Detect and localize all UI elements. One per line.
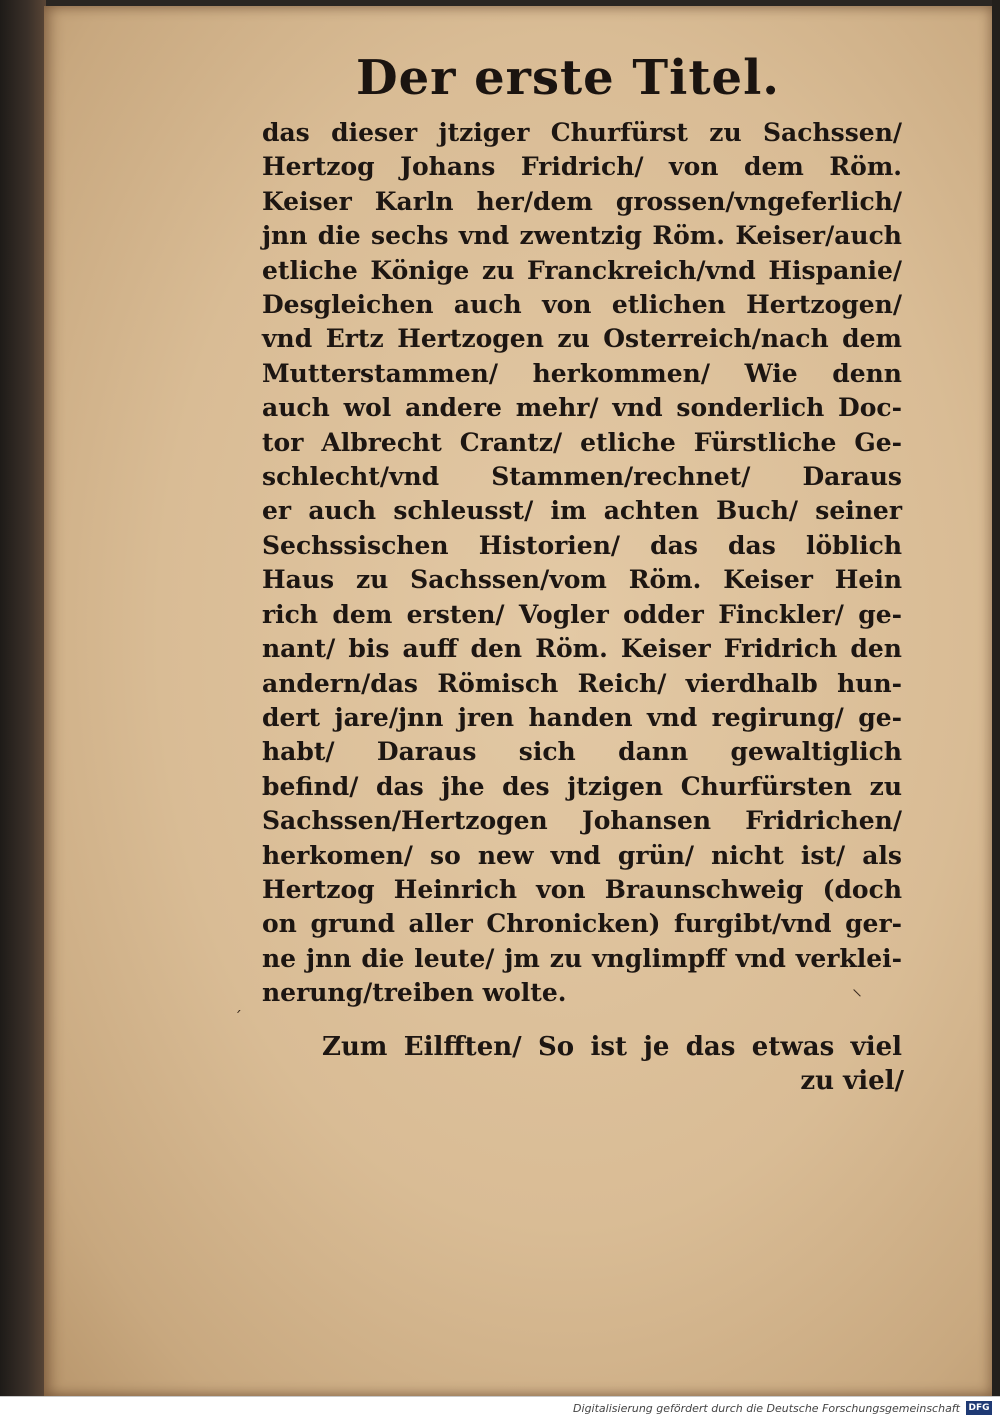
scan-edge-right [992,0,1000,1396]
text-line: nerung/treiben wolte. [262,978,567,1008]
text-line: befind/ das jhe des jtzigen Churfürsten zu [262,771,902,801]
text-line: dert jare/jnn jren handen vnd regirung/ ge- [262,702,902,732]
text-line: nant/ bis auff den Röm. Keiser Fridrich den [262,634,902,664]
text-line: vnd Ertz Hertzogen zu Osterreich/nach dem [262,324,902,354]
text-line: Hertzog Johans Fridrich/ von dem Röm. [262,152,902,182]
ink-mark: ˊ [234,1008,242,1027]
text-line: Desgleichen auch von etlichen Hertzogen/ [262,290,902,320]
text-line: andern/das Römisch Reich/ vierdhalb hun- [262,668,902,698]
footer-credit: Digitalisierung gefördert durch die Deutsche Forschungsgemeinschaft [573,1402,960,1415]
text-line: er auch schleusst/ im achten Buch/ seiner [262,496,902,526]
running-head: Der erste Titel. [355,50,781,106]
text-line: jnn die sechs vnd zwentzig Röm. Keiser/auch [262,221,902,251]
dfg-logo-icon[interactable]: DFG [966,1401,992,1415]
text-line: herkomen/ so new vnd grün/ nicht ist/ als [262,840,902,870]
text-line: das dieser jtziger Churfürst zu Sachssen/ [262,118,902,147]
digitization-footer [0,1396,1000,1421]
text-line: schlecht/vnd Stammen/rechnet/ Daraus [262,462,902,492]
text-line: Haus zu Sachssen/vom Röm. Keiser Hein [262,565,902,595]
catchword: zu viel/ [800,1066,904,1096]
main-text-block [262,116,902,1011]
text-line: ne jnn die leute/ jm zu vnglimpff vnd verklei- [262,943,902,973]
text-line: Mutterstammen/ herkommen/ Wie denn [262,358,902,388]
text-line: etliche Könige zu Franckreich/vnd Hispanie/ [262,255,902,285]
text-line: auch wol andere mehr/ vnd sonderlich Doc- [262,393,902,423]
text-line: Hertzog Heinrich von Braunschweig (doch [262,874,902,904]
text-line: Sachssen/Hertzogen Johansen Fridrichen/ [262,806,902,836]
text-line: rich dem ersten/ Vogler odder Finckler/ ge- [262,599,902,629]
text-line: tor Albrecht Crantz/ etliche Fürstliche Ge- [262,427,902,457]
paragraph-opening: Zum Eilfften/ So ist je das etwas viel [322,1032,902,1062]
text-line: on grund aller Chronicken) furgibt/vnd ger- [262,909,902,939]
text-line: habt/ Daraus sich dann gewaltiglich [262,737,902,767]
scan-edge-left [0,0,46,1396]
book-page [44,6,992,1396]
ink-mark: ⸜ [852,976,862,1000]
text-line: Keiser Karln her/dem grossen/vngeferlich/ [262,186,902,216]
text-line: Sechssischen Historien/ das das löblich [262,530,902,560]
